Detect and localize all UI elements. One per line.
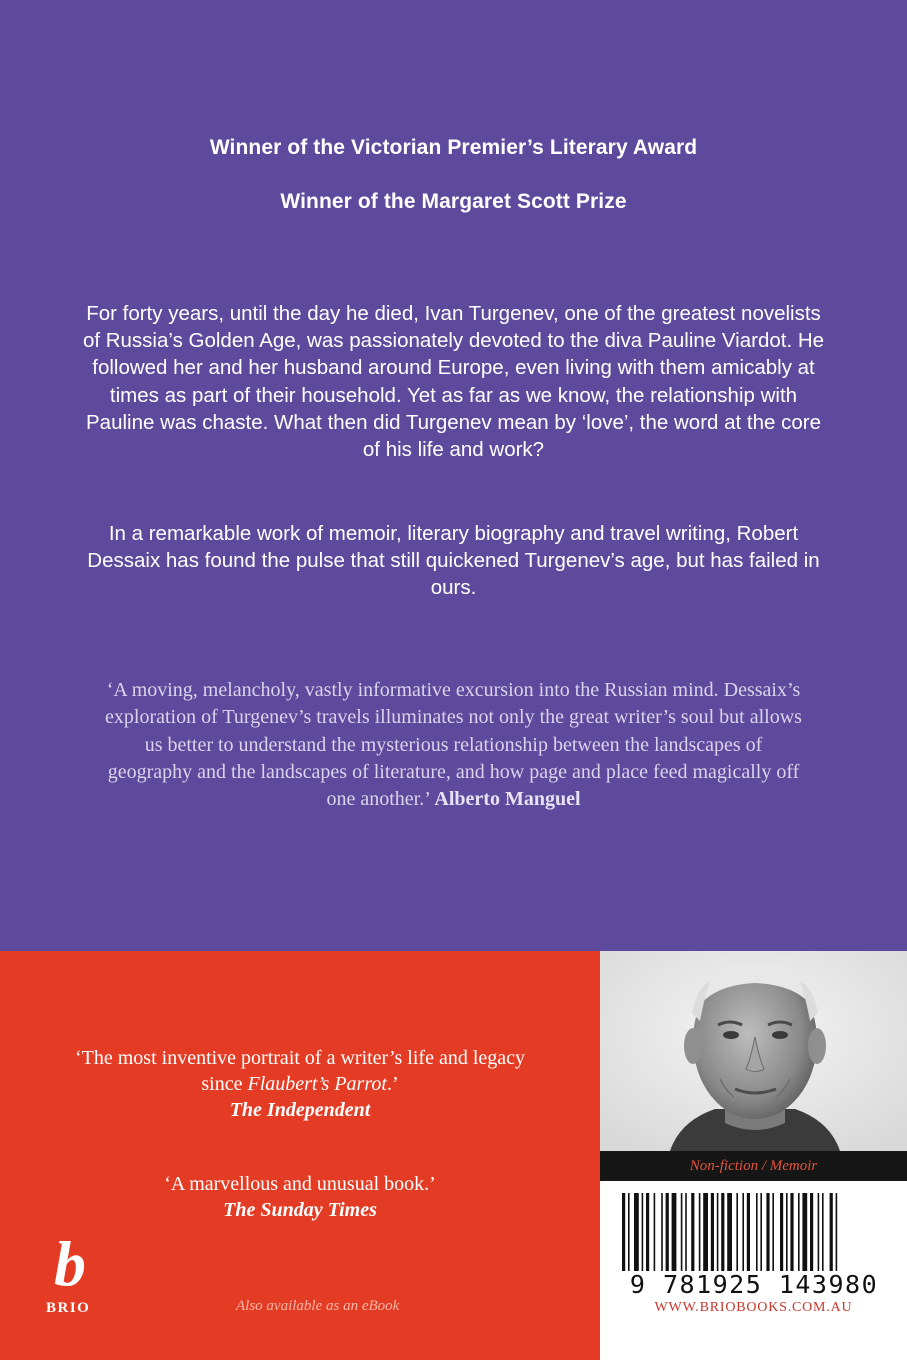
blurb-paragraph-2: In a remarkable work of memoir, literary biography and travel writing, Robert Dessaix has found the pulse that still quickened Turgenev’s age, but has failed in ours. <box>87 522 820 600</box>
barcode-bar <box>798 1193 800 1271</box>
barcode-bar <box>756 1193 758 1271</box>
barcode-bar <box>802 1193 807 1271</box>
barcode-bar <box>661 1193 663 1271</box>
barcode-bar <box>691 1193 694 1271</box>
barcode-bar <box>830 1193 833 1271</box>
quote-independent-text-after: .’ <box>386 1073 399 1095</box>
quote-independent-source: The Independent <box>229 1099 371 1121</box>
barcode-bar <box>818 1193 820 1271</box>
barcode-bar <box>717 1193 719 1271</box>
featured-quote-author: Alberto Manguel <box>434 788 581 811</box>
barcode-bar <box>703 1193 708 1271</box>
barcode-bar <box>642 1193 644 1271</box>
award-line-2: Winner of the Margaret Scott Prize <box>280 190 627 213</box>
genre-label: Non-fiction / Memoir <box>600 1151 907 1181</box>
barcode-bar <box>711 1193 714 1271</box>
barcode-bar <box>766 1193 769 1271</box>
barcode-bar <box>666 1193 669 1271</box>
quote-independent-title: Flaubert’s Parrot <box>247 1073 387 1095</box>
barcode-bar <box>822 1193 824 1271</box>
barcode-bar <box>772 1193 774 1271</box>
award-line-1: Winner of the Victorian Premier’s Literary Award <box>209 136 698 159</box>
blurb-paragraph-1: For forty years, until the day he died, Ivan Turgenev, one of the greatest novelists of Russia’s Golden Age, was passionately devoted to the diva Pauline Viardot. He followed her and her husband around Europe, even living with them amicably at times as part of their household. Yet as far as we know, the relationship with Pauline was chaste. What then did Turgenev mean by ‘love’, the word at the core of his life and work? <box>82 302 825 462</box>
barcode-bar <box>790 1193 793 1271</box>
barcode-bar <box>681 1193 683 1271</box>
barcode-bar <box>727 1193 732 1271</box>
barcode-bar <box>736 1193 738 1271</box>
barcode-bar <box>628 1193 630 1271</box>
featured-quote-text: ‘A moving, melancholy, vastly informative excursion into the Russian mind. Dessaix’s exploration of Turgenev’s travels illuminates not only the great writer’s soul but allows us better to understand the mysterious relationship between the landscapes of geography and the landscapes of literature, and how page and place feed magically off one another.’ <box>105 679 802 811</box>
barcode-bar <box>786 1193 788 1271</box>
barcode-bar <box>760 1193 762 1271</box>
barcode-bar <box>646 1193 649 1271</box>
quote-sunday-text: ‘A marvellous and unusual book.’ <box>164 1173 436 1195</box>
publisher-logo-letter: b <box>54 1228 86 1299</box>
featured-quote <box>100 677 807 813</box>
barcode-bar <box>699 1193 701 1271</box>
barcode-bar <box>747 1193 750 1271</box>
quote-sunday-source: The Sunday Times <box>223 1199 377 1221</box>
barcode-icon <box>618 1193 890 1273</box>
publisher-logo-name: BRIO <box>46 1300 91 1316</box>
quote-sunday-times <box>60 1171 540 1223</box>
quote-independent <box>60 1045 540 1123</box>
barcode-bar <box>742 1193 744 1271</box>
barcode-bar <box>685 1193 687 1271</box>
barcode-bar <box>721 1193 724 1271</box>
barcode-bar <box>836 1193 838 1271</box>
barcode-bar <box>634 1193 639 1271</box>
quote-independent-text-before: ‘The most inventive portrait of a writer’s life and legacy since <box>74 1047 526 1095</box>
barcode-bar <box>810 1193 813 1271</box>
author-photo-icon <box>600 951 907 1151</box>
barcode <box>618 1193 890 1273</box>
barcode-bar <box>780 1193 783 1271</box>
barcode-bar <box>622 1193 625 1271</box>
isbn-number: 9 781925 143980 <box>629 1270 879 1299</box>
author-photo <box>600 951 907 1151</box>
ebook-note: Also available as an eBook <box>236 1298 400 1314</box>
barcode-bar <box>672 1193 677 1271</box>
barcode-bar <box>654 1193 656 1271</box>
publisher-website: WWW.BRIOBOOKS.COM.AU <box>654 1300 853 1315</box>
